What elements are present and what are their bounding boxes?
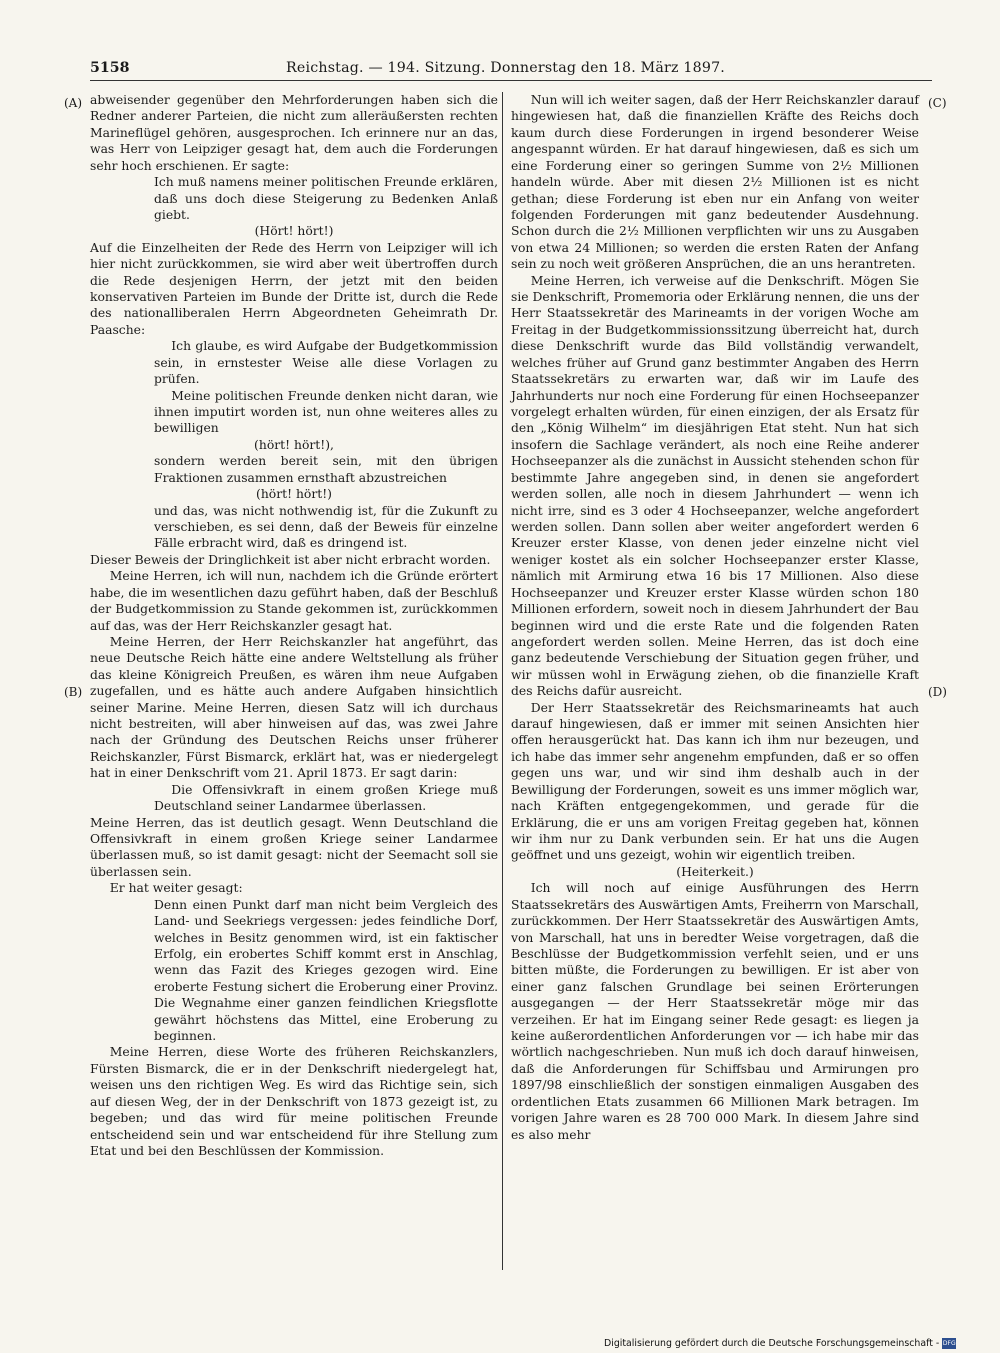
margin-label-b: (B) [64, 685, 83, 699]
paragraph: Der Herr Staatssekretär des Reichsmarineamts hat auch darauf hingewiesen, daß er immer mit seinen Ansichten hier offen herausgerückt hat. Das kann ich ihm nur bezeugen, und ich habe das immer sehr angenehm empfunden, daß er so offen gegen uns war, und wir sind ihm deshalb auch in der Bewilligung der Forderungen, soweit es uns immer möglich war, nach Kräften entgegengekommen, und gerade für die Erklärung, die er uns am vorigen Freitag gegeben hat, können wir ihm nur zu Dank verbunden sein. Er hat uns die Augen geöffnet und uns gezeigt, wohin wir eigentlich treiben. [511, 700, 919, 863]
paragraph: Meine Herren, diese Worte des früheren Reichskanzlers, Fürsten Bismarck, die er in der Denkschrift niedergelegt hat, weisen uns den richtigen Weg. Es wird das Richtige sein, sich auf diesen Weg, der in der Denkschrift von 1873 gezeigt ist, zu begeben; und das wird für meine politischen Freunde entscheidend sein und war entscheidend für ihre Stellung zum Etat und bei den Beschlüssen der Kommission. [90, 1045, 498, 1158]
interjection: (hört! hört!), [254, 437, 334, 452]
quote: Meine politischen Freunde denken nicht daran, wie ihnen imputirt worden ist, nun ohne weiteres alles zu bewilligen [154, 388, 498, 436]
paragraph: Meine Herren, der Herr Reichskanzler hat angeführt, das neue Deutsche Reich hätte eine andere Weltstellung als früher das kleine Königreich Preußen, es wären ihm neue Aufgaben zugefallen, und es hätte auch andere Aufgaben hinsichtlich seiner Marine. Meine Herren, diesen Satz will ich durchaus nicht bestreiten, will aber hinweisen auf das, was zwei Jahre nach der Gründung des Deutschen Reichs unser früherer Reichskanzler, Fürst Bismarck, erklärt hat, was er niedergelegt hat in einer Denkschrift vom 21. April 1873. Er sagt darin: [90, 634, 498, 781]
paragraph: abweisender gegenüber den Mehrforderungen haben sich die Redner anderer Parteien, die nicht zum alleräußersten rechten Marineflügel gehören, ausgesprochen. Ich erinnere nur an das, was Herr von Leipziger gesagt hat, dem auch die Forderungen sehr hoch erschienen. Er sagte: [90, 93, 498, 173]
paragraph: Meine Herren, ich will nun, nachdem ich die Gründe erörtert habe, die im wesentlichen dazu geführt haben, daß der Beschluß der Budgetkommission zu Stande gekommen ist, zurückkommen auf das, was der Herr Reichskanzler gesagt hat. [90, 569, 498, 633]
interjection: (Hört! hört!) [254, 224, 334, 239]
dfg-logo-icon: DFG [942, 1340, 956, 1347]
interjection: (Heiterkeit.) [676, 864, 754, 879]
left-column [90, 92, 498, 1159]
margin-label-a: (A) [64, 96, 83, 110]
quote: und das, was nicht nothwendig ist, für die Zukunft zu verschieben, es sei denn, daß der Beweis für einzelne Fälle erbracht wird, daß es dringend ist. [154, 503, 498, 551]
interjection: (hört! hört!) [256, 487, 332, 502]
credit-text: Digitalisierung gefördert durch die Deutsche Forschungsgemeinschaft - [604, 1338, 940, 1349]
digitization-credit [604, 1338, 984, 1350]
margin-label-d: (D) [928, 685, 947, 699]
quote: sondern werden bereit sein, mit den übrigen Fraktionen zusammen ernsthaft abzustreichen [154, 454, 498, 485]
quote: Ich muß namens meiner politischen Freunde erklären, daß uns doch diese Steigerung zu Bedenken Anlaß giebt. [154, 175, 498, 222]
paragraph: Nun will ich weiter sagen, daß der Herr Reichskanzler darauf hingewiesen hat, daß die finanziellen Kräfte des Reichs doch kaum durch diese Forderungen in irgend besonderer Weise angespannt würden. Er hat darauf hingewiesen, daß es sich um eine Forderung einer so geringen Summe von 2½ Millionen handeln würde. Aber mit diesen 2½ Millionen ist es nicht gethan; diese Forderung ist eben nur ein Anfang von weiter folgenden Forderungen mit ganz bedeutender Ausdehnung. Schon durch die 2½ Millionen verpflichten wir uns zu Ausgaben von etwa 24 Millionen; so werden die ersten Raten der Anfang sein zu noch weit größeren Ansprüchen, die an uns herantreten. [511, 93, 919, 272]
paragraph: Auf die Einzelheiten der Rede des Herrn von Leipziger will ich hier nicht zurückkommen, sie wird aber weit übertroffen durch die Rede desjenigen Herrn, der jetzt mit den beiden konservativen Parteien im Bunde der Dritte ist, durch die Rede des nationalliberalen Herrn Abgeordneten Geheimrath Dr. Paasche: [90, 240, 498, 337]
margin-label-c: (C) [928, 96, 947, 110]
column-divider [502, 92, 503, 1270]
header-rule [90, 80, 932, 81]
quote: Die Offensivkraft in einem großen Kriege muß Deutschland seiner Landarmee überlassen. [154, 782, 498, 814]
paragraph: Ich will noch auf einige Ausführungen des Herrn Staatssekretärs des Auswärtigen Amts, Freiherrn von Marschall, zurückkommen. Der Herr Staatssekretär des Auswärtigen Amts, von Marschall, hat uns in beredter Weise vorgetragen, daß die Beschlüsse der Budgetkommission verfehlt seien, und er uns bitten müßte, die Forderungen zu bewilligen. Er ist aber von einer ganz falschen Grundlage bei seinen Erörterungen ausgegangen — der Herr Staatssekretär möge mir das verzeihen. Er hat im Eingang seiner Rede gesagt: es liegen ja keine außerordentlichen Anforderungen vor — ich habe mir das wörtlich nachgeschrieben. Nun muß ich doch darauf hinweisen, daß die Anforderungen für Schiffsbau und Armirungen pro 1897/98 einschließlich der sonstigen einmaligen Ausgaben des ordentlichen Etats zusammen 66 Millionen Mark betragen. Im vorigen Jahre waren es 28 700 000 Mark. In diesem Jahre sind es also mehr [511, 881, 919, 1142]
page-number: 5158 [90, 60, 130, 76]
paragraph: Er hat weiter gesagt: [109, 881, 243, 896]
running-title: Reichstag. — 194. Sitzung. Donnerstag den 18. März 1897. [286, 60, 726, 76]
page-header [90, 58, 932, 78]
paragraph: Meine Herren, das ist deutlich gesagt. Wenn Deutschland die Offensivkraft in einem großen Kriege seiner Landarmee überlassen muß, so ist damit gesagt: nicht der Seemacht soll sie überlassen sein. [90, 815, 498, 879]
quote: Ich glaube, es wird Aufgabe der Budgetkommission sein, in ernstester Weise alle diese Vorlagen zu prüfen. [154, 339, 498, 387]
quote: Denn einen Punkt darf man nicht beim Vergleich des Land- und Seekriegs vergessen: jedes feindliche Dorf, welches in Besitz genommen wird, ist ein faktischer Erfolg, ein erobertes Schiff kommt erst in Anschlag, wenn das Fazit des Krieges gezogen wird. Eine eroberte Festung sichert die Eroberung einer Provinz. Die Wegnahme einer ganzen feindlichen Kriegsflotte gewährt höchstens das Mittel, eine Eroberung zu beginnen. [154, 897, 498, 1044]
paragraph: Meine Herren, ich verweise auf die Denkschrift. Mögen Sie sie Denkschrift, Promemoria oder Erklärung nennen, die uns der Herr Staatssekretär des Marineamts in der vorigen Woche am Freitag in der Budgetkommissionssitzung überreicht hat, durch diese Denkschrift wurde das Bild vollständig verwandelt, welches früher auf Grund ganz bestimmter Angaben des Herrn Staatssekretärs zu erwarten war, daß wir im Laufe des Jahrhunderts nur noch eine Forderung für einen Hochseepanzer vorgelegt erhalten würden, für einen einzigen, der als Ersatz für den „König Wilhelm“ im diesjährigen Etat steht. Nun hat sich insofern die Sachlage verändert, als noch eine Reihe anderer Hochseepanzer als die zunächst in Aussicht stehenden schon für bestimmte Jahre angegeben sind, in denen sie angefordert werden sollen, alle noch in diesem Jahrhundert — wenn ich nicht irre, sind es 3 oder 4 Hochseepanzer, welche angefordert werden sollen. Dann sollen aber weiter angefordert werden 6 Kreuzer erster Klasse, von denen jeder einzelne nicht viel weniger kostet als ein solcher Hochseepanzer erster Klasse, nämlich mit Armirung etwa 16 bis 17 Millionen. Also diese Hochseepanzer und Kreuzer erster Klasse würden schon 180 Millionen erfordern, soweit noch in diesem Jahrhundert der Bau beginnen wird und die erste Rate und die folgenden Raten angefordert werden sollen. Meine Herren, das ist doch eine ganz bedeutende Verschiebung der Situation gegen früher, und wir müssen wohl in Erwägung ziehen, ob die finanzielle Kraft des Reichs dafür ausreicht. [511, 273, 919, 699]
paragraph: Dieser Beweis der Dringlichkeit ist aber nicht erbracht worden. [90, 552, 491, 567]
right-column [511, 92, 919, 1143]
